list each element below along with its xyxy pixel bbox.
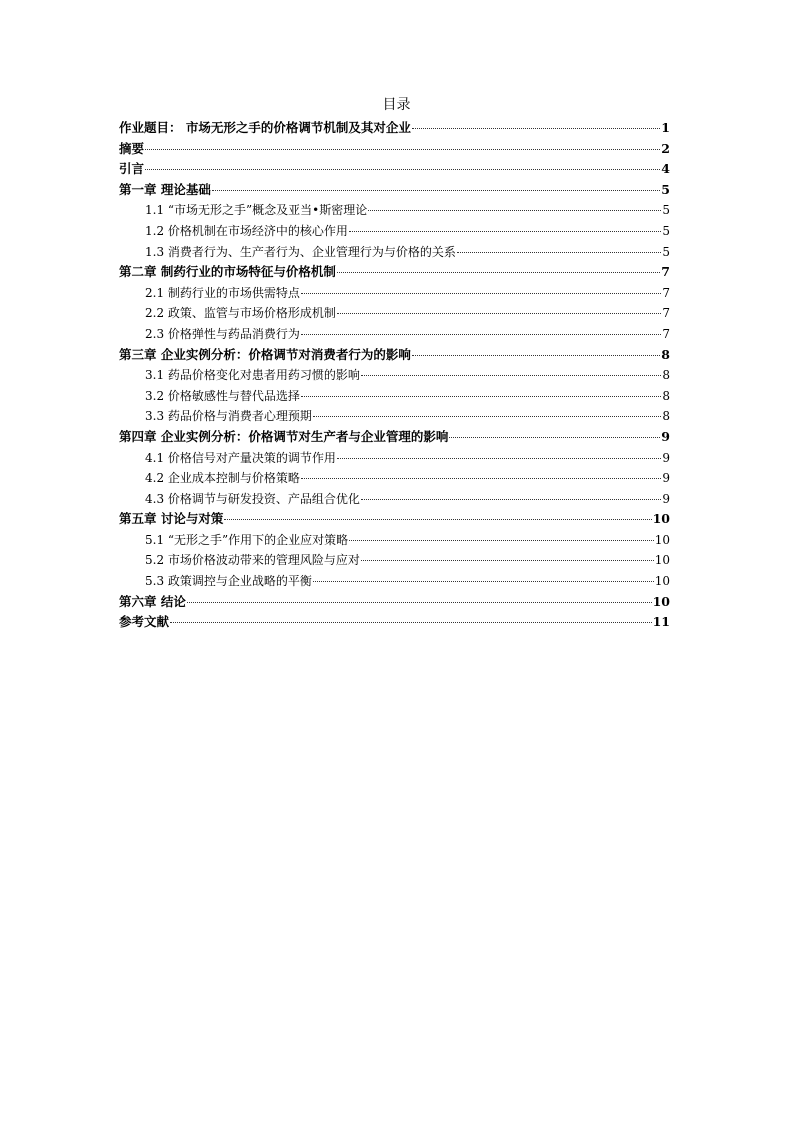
toc-entry-title: 5.3 政策调控与企业战略的平衡 — [145, 574, 312, 589]
toc-entry-page-number: 7 — [662, 285, 670, 300]
toc-entry-title: 2.2 政策、监管与市场价格形成机制 — [145, 306, 336, 321]
dot-leader — [361, 375, 661, 376]
toc-entry[interactable] — [119, 448, 670, 469]
toc-entry[interactable] — [119, 468, 670, 489]
toc-entry[interactable] — [119, 509, 670, 530]
toc-entry-title: 1.3 消费者行为、生产者行为、企业管理行为与价格的关系 — [145, 244, 456, 259]
dot-leader — [337, 458, 661, 459]
toc-entry[interactable] — [119, 180, 670, 201]
toc-entry[interactable] — [119, 612, 670, 633]
toc-entry-page-number: 10 — [654, 553, 670, 568]
toc-entry-page-number: 4 — [661, 161, 670, 177]
toc-entry-title: 第二章 制药行业的市场特征与价格机制 — [119, 264, 336, 280]
toc-entry-page-number: 9 — [661, 428, 670, 444]
toc-entry-title: 第五章 讨论与对策 — [119, 511, 224, 527]
toc-entry-page-number: 7 — [662, 306, 670, 321]
dot-leader — [349, 231, 661, 232]
toc-entry[interactable] — [119, 345, 670, 366]
toc-entry[interactable] — [119, 159, 670, 180]
toc-entry-page-number: 1 — [661, 120, 670, 135]
dot-leader — [361, 499, 661, 500]
toc-entry-page-number: 8 — [662, 409, 670, 424]
dot-leader — [301, 334, 661, 335]
toc-title: 目录 — [382, 97, 411, 113]
toc-entry-page-number: 8 — [662, 388, 670, 403]
toc-entry-title: 摘要 — [119, 140, 145, 156]
toc-entry[interactable] — [119, 242, 670, 263]
dot-leader — [313, 416, 661, 417]
dot-leader — [412, 128, 660, 129]
toc-entry[interactable] — [119, 406, 670, 427]
toc-entry[interactable] — [119, 262, 670, 283]
dot-leader — [449, 437, 660, 438]
toc-entry[interactable] — [119, 571, 670, 592]
toc-entry-title: 引言 — [119, 161, 145, 177]
toc-entry-page-number: 10 — [652, 511, 670, 527]
toc-entry-title: 1.1 “市场无形之手”概念及亚当•斯密理论 — [145, 203, 368, 218]
toc-entry-page-number: 2 — [661, 140, 670, 156]
toc-entry[interactable] — [119, 303, 670, 324]
dot-leader — [301, 396, 661, 397]
toc-entry[interactable] — [119, 489, 670, 510]
dot-leader — [145, 149, 660, 150]
dot-leader — [170, 622, 652, 623]
toc-entry[interactable] — [119, 427, 670, 448]
dot-leader — [337, 313, 661, 314]
toc-entry-page-number: 11 — [652, 614, 670, 630]
toc-entry-page-number: 7 — [662, 326, 670, 341]
dot-leader — [224, 519, 651, 520]
toc-entry-title: 5.1 “无形之手”作用下的企业应对策略 — [145, 532, 349, 547]
toc-entry-title: 第一章 理论基础 — [119, 181, 211, 197]
toc-entry-page-number: 5 — [661, 181, 670, 197]
toc-entry-page-number: 5 — [662, 244, 670, 259]
toc-entry[interactable] — [119, 386, 670, 407]
toc-entry-page-number: 8 — [662, 368, 670, 383]
toc-entry-title: 3.2 价格敏感性与替代品选择 — [145, 388, 300, 403]
toc-entry-title: 第六章 结论 — [119, 593, 186, 609]
toc-entry[interactable] — [119, 592, 670, 613]
toc-entry-page-number: 10 — [652, 593, 670, 609]
toc-entry-title: 第三章 企业实例分析：价格调节对消费者行为的影响 — [119, 346, 411, 362]
toc-entry[interactable] — [119, 324, 670, 345]
toc-entry-title: 作业题目： 市场无形之手的价格调节机制及其对企业 — [119, 120, 411, 135]
toc-entry-title: 5.2 市场价格波动带来的管理风险与应对 — [145, 553, 360, 568]
toc-entry-title: 第四章 企业实例分析：价格调节对生产者与企业管理的影响 — [119, 428, 449, 444]
toc-entry-title: 4.2 企业成本控制与价格策略 — [145, 471, 300, 486]
toc-entry-title: 2.1 制药行业的市场供需特点 — [145, 285, 300, 300]
toc-entry-title: 2.3 价格弹性与药品消费行为 — [145, 326, 300, 341]
toc-entry[interactable] — [119, 139, 670, 160]
dot-leader — [145, 169, 660, 170]
toc-entry[interactable] — [119, 365, 670, 386]
toc-entry-page-number: 9 — [662, 450, 670, 465]
toc-entry-page-number: 5 — [662, 203, 670, 218]
toc-entry-title: 4.3 价格调节与研发投资、产品组合优化 — [145, 491, 360, 506]
dot-leader — [368, 210, 661, 211]
dot-leader — [313, 581, 654, 582]
toc-entry[interactable] — [119, 550, 670, 571]
toc-entry-page-number: 8 — [661, 346, 670, 362]
dot-leader — [349, 540, 654, 541]
toc-entry-page-number: 7 — [661, 264, 670, 280]
dot-leader — [301, 478, 661, 479]
toc-entry[interactable] — [119, 283, 670, 304]
dot-leader — [361, 560, 654, 561]
table-of-contents — [119, 118, 670, 633]
toc-entry[interactable] — [119, 118, 670, 139]
dot-leader — [412, 355, 660, 356]
dot-leader — [301, 293, 661, 294]
toc-entry-page-number: 10 — [654, 574, 670, 589]
toc-entry-title: 3.1 药品价格变化对患者用药习惯的影响 — [145, 368, 360, 383]
toc-entry[interactable] — [119, 200, 670, 221]
toc-entry-title: 4.1 价格信号对产量决策的调节作用 — [145, 450, 336, 465]
toc-entry-page-number: 9 — [662, 471, 670, 486]
toc-entry-title: 1.2 价格机制在市场经济中的核心作用 — [145, 223, 348, 238]
toc-entry-title: 参考文献 — [119, 614, 170, 630]
toc-entry[interactable] — [119, 221, 670, 242]
dot-leader — [457, 252, 661, 253]
dot-leader — [212, 190, 660, 191]
toc-entry-page-number: 5 — [662, 223, 670, 238]
toc-entry[interactable] — [119, 530, 670, 551]
toc-entry-title: 3.3 药品价格与消费者心理预期 — [145, 409, 312, 424]
toc-entry-page-number: 9 — [662, 491, 670, 506]
dot-leader — [187, 602, 652, 603]
toc-entry-page-number: 10 — [654, 532, 670, 547]
dot-leader — [337, 272, 660, 273]
